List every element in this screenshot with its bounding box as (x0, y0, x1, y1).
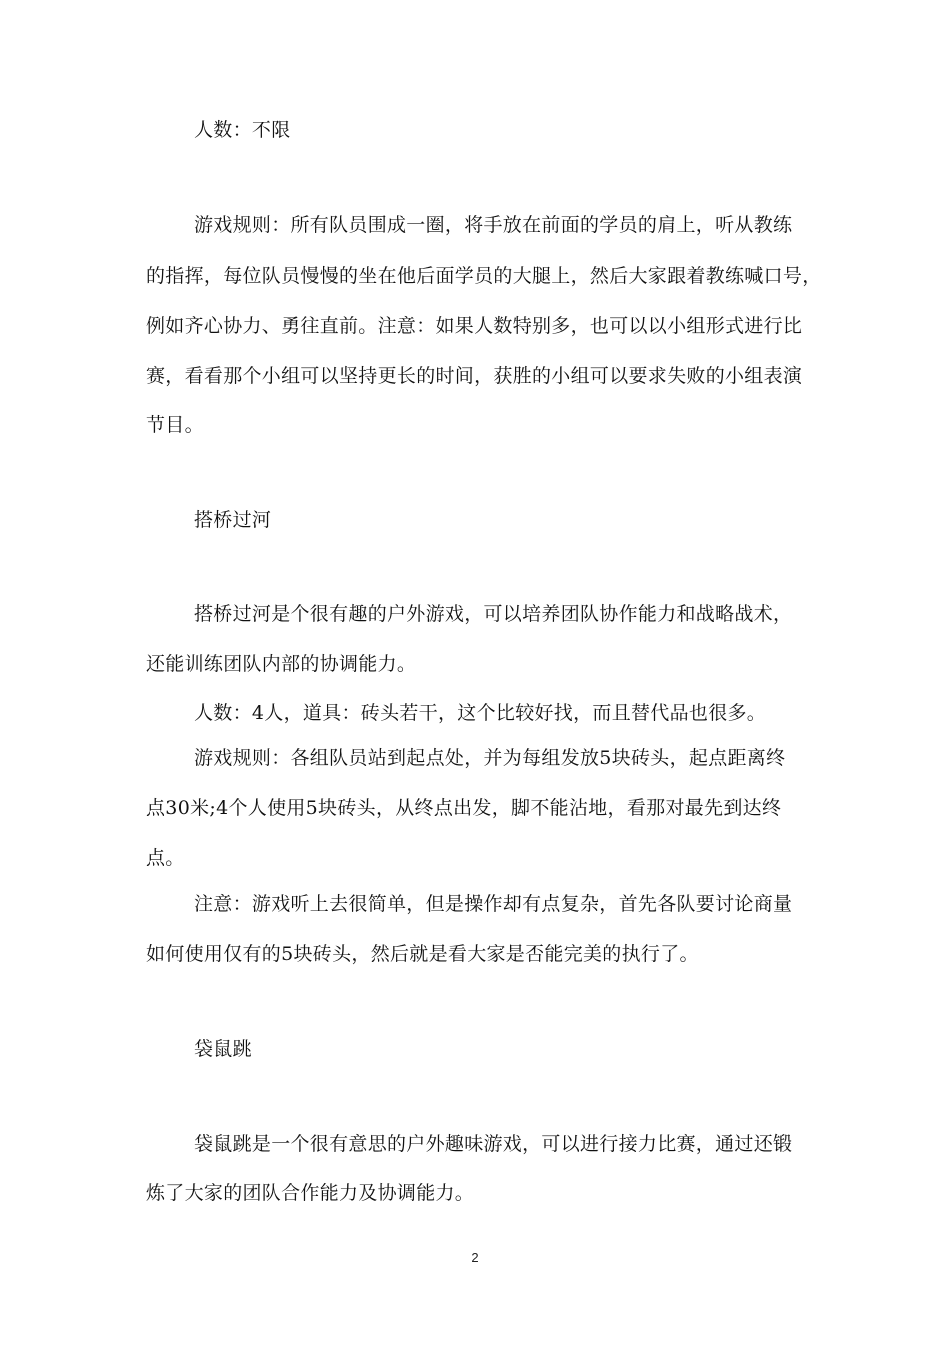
line-bridge-intro-2: 还能训练团队内部的协调能力。 (146, 653, 417, 675)
line-bridge-rules-2: 点30米;4个人使用5块砖头，从终点出发，脚不能沾地，看那对最先到达终 (146, 797, 782, 819)
line-rules-4: 赛，看看那个小组可以坚持更长的时间，获胜的小组可以要求失败的小组表演 (146, 365, 803, 387)
line-rules-5: 节目。 (146, 414, 204, 436)
line-bridge-intro-1: 搭桥过河是个很有趣的户外游戏，可以培养团队协作能力和战略战术， (194, 603, 793, 625)
line-bridge-rules-1: 游戏规则：各组队员站到起点处，并为每组发放5块砖头，起点距离终 (194, 747, 786, 769)
line-bridge-note-2: 如何使用仅有的5块砖头，然后就是看大家是否能完美的执行了。 (146, 943, 699, 965)
line-rules-3: 例如齐心协力、勇往直前。注意：如果人数特别多，也可以以小组形式进行比 (146, 315, 803, 337)
line-rules-1: 游戏规则：所有队员围成一圈，将手放在前面的学员的肩上，听从教练 (194, 214, 793, 236)
section-heading-kangaroo: 袋鼠跳 (194, 1038, 252, 1060)
page-number: 2 (471, 1250, 479, 1265)
line-bridge-rules-3: 点。 (146, 847, 185, 869)
line-kangaroo-intro-2: 炼了大家的团队合作能力及协调能力。 (146, 1182, 475, 1204)
line-bridge-note-1: 注意：游戏听上去很简单，但是操作却有点复杂，首先各队要讨论商量 (194, 893, 793, 915)
line-kangaroo-intro-1: 袋鼠跳是一个很有意思的户外趣味游戏，可以进行接力比赛，通过还锻 (194, 1133, 793, 1155)
line-bridge-people: 人数：4人，道具：砖头若干，这个比较好找，而且替代品也很多。 (194, 702, 767, 724)
section-heading-bridge: 搭桥过河 (194, 509, 272, 531)
line-rules-2: 的指挥，每位队员慢慢的坐在他后面学员的大腿上，然后大家跟着教练喊口号， (146, 265, 822, 287)
line-people-count: 人数：不限 (194, 119, 291, 141)
